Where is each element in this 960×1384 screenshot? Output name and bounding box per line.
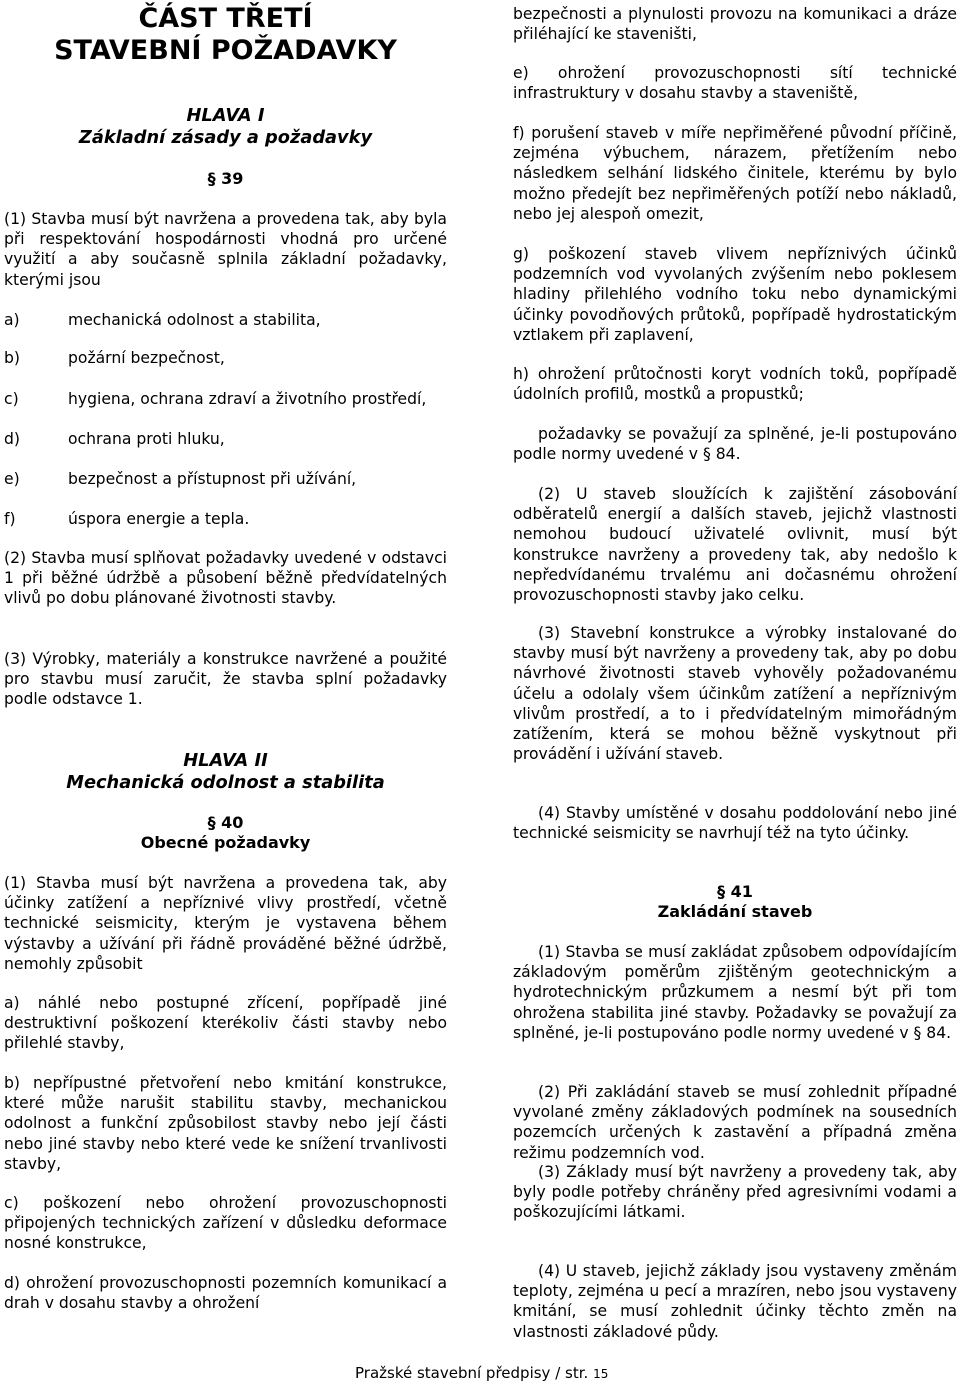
paragraph: (1) Stavba musí být navržena a provedena tak, aby účinky zatížení a nepříznivé vlivy prostředí, včetně technické seismicity, kterým je vystavena během výstavby a užívání při řádně prováděné běžné údržbě, nemohly způsobit: [4, 874, 447, 973]
list-item: [4, 509, 447, 529]
paragraph: (1) Stavba se musí zakládat způsobem odpovídajícím základovým poměrům zjištěným geotechnickým a hydrotechnickým průzkumem a nesmí být při tom ohrožena stabilita jiné stavby. Požadavky se považují za splněné, je-li postupováno podle normy uvedené v § 84.: [513, 943, 957, 1042]
paragraph: (2) Při zakládání staveb se musí zohlednit případné vyvolané změny základových podmínek na sousedních pozemcích určených k zastavění a případná změna režimu podzemních vod.: [513, 1083, 957, 1162]
paragraph: (1) Stavba musí být navržena a provedena tak, aby byla při respektování hospodárnosti vhodná pro určené využití a aby současně splnila základní požadavky, kterými jsou: [4, 210, 447, 289]
paragraph: (3) Stavební konstrukce a výrobky instalované do stavby musí být navrženy a provedeny tak, aby po dobu návrhové životnosti staveb vyhověly požadovanému účelu a odolaly všem účinkům zatížení a nepříznivým vlivům prostředí, a to i předvídatelným mimořádným zatížením, která se mohou běžně vyskytnout při provádění i užívání staveb.: [513, 624, 957, 764]
list-item: [4, 429, 447, 449]
paragraph: f) porušení staveb v míře nepřiměřené původní příčině, zejména výbuchem, nárazem, přetížením nebo následkem selhání lidského činitele, kterému by bylo možno předejít bez nepřiměřených potíží nebo nákladů, nebo jej alespoň omezit,: [513, 124, 957, 223]
paragraph: g) poškození staveb vlivem nepříznivých účinků podzemních vod vyvolaných zvýšením nebo poklesem hladiny přilehlého vodního toku nebo dynamickými účinky povodňových průtoků, popřípadě hydrostatickým vztlakem při zaplavení,: [513, 245, 957, 344]
paragraph: e) ohrožení provozuschopnosti sítí technické infrastruktury v dosahu stavby a staveniště,: [513, 64, 957, 103]
section-number: § 39: [207, 169, 244, 188]
page-number: 15: [593, 1367, 609, 1381]
list-item-text: požární bezpečnost,: [68, 349, 225, 367]
list-item-label: b): [4, 349, 20, 367]
paragraph: (4) U staveb, jejichž základy jsou vystaveny změnám teploty, zejména u pecí a mrazíren, nebo jsou vystaveny kmitání, se musí zohlednit účinky těchto změn na vlastnosti základové půdy.: [513, 1262, 957, 1341]
paragraph: c) poškození nebo ohrožení provozuschopnosti připojených technických zařízení v důsledku deformace nosné konstrukce,: [4, 1194, 447, 1253]
chapter-title: Mechanická odolnost a stabilita: [66, 772, 385, 793]
list-item: [4, 310, 447, 330]
section-number: § 41: [717, 882, 753, 901]
section-heading: Zakládání staveb: [657, 902, 813, 921]
left-column: [4, 0, 447, 1384]
part-title-line1: ČÁST TŘETÍ: [138, 3, 313, 34]
paragraph: bezpečnosti a plynulosti provozu na komunikaci a dráze přiléhající ke staveništi,: [513, 5, 957, 44]
list-item-text: úspora energie a tepla.: [68, 510, 250, 528]
chapter-title: Základní zásady a požadavky: [78, 127, 373, 148]
chapter-label: HLAVA II: [183, 750, 268, 771]
list-item-text: mechanická odolnost a stabilita,: [68, 311, 321, 329]
paragraph: (2) Stavba musí splňovat požadavky uvedené v odstavci 1 při běžné údržbě a působení běžně předvídatelných vlivů po dobu plánované životnosti stavby.: [4, 549, 447, 608]
right-column: [513, 0, 957, 1384]
list-item: [4, 469, 447, 489]
list-item: [4, 348, 447, 368]
list-item-label: e): [4, 470, 20, 488]
chapter-label: HLAVA I: [186, 105, 265, 126]
list-item-text: ochrana proti hluku,: [68, 430, 225, 448]
list-item-text: bezpečnost a přístupnost při užívání,: [68, 470, 357, 488]
list-item-label: a): [4, 311, 20, 329]
section-heading: Obecné požadavky: [140, 833, 311, 852]
list-item-text: hygiena, ochrana zdraví a životního prostředí,: [68, 390, 427, 408]
footer-text: Pražské stavební předpisy / str.: [355, 1364, 589, 1382]
list-item: [4, 389, 447, 409]
list-item-label: f): [4, 510, 16, 528]
paragraph: (2) U staveb sloužících k zajištění zásobování odběratelů energií a dalších staveb, jejichž vlastnosti nemohou budoucí uživatelé ovlivnit, musí být konstrukce navrženy a provedeny tak, aby nedošlo k nepředvídanému trvalému ani dočasnému ohrožení provozuschopnosti stavby jako celku.: [513, 485, 957, 605]
list-item-label: c): [4, 390, 19, 408]
paragraph: b) nepřípustné přetvoření nebo kmitání konstrukce, které může narušit stabilitu stavby, mechanickou odolnost a funkční způsobilost stavby nebo její části nebo jiné stavby nebo které vede ke snížení trvanlivosti stavby,: [4, 1074, 447, 1173]
paragraph: (4) Stavby umístěné v dosahu poddolování nebo jiné technické seismicity se navrhují též na tyto účinky.: [513, 804, 957, 843]
paragraph: a) náhlé nebo postupné zřícení, popřípadě jiné destruktivní poškození kterékoliv části stavby nebo přilehlé stavby,: [4, 994, 447, 1053]
section-number: § 40: [207, 813, 244, 832]
paragraph: (3) Základy musí být navrženy a provedeny tak, aby byly podle potřeby chráněny před agresivními vodami a poškozujícími látkami.: [513, 1163, 957, 1222]
paragraph: požadavky se považují za splněné, je-li postupováno podle normy uvedené v § 84.: [513, 425, 957, 464]
paragraph: h) ohrožení průtočnosti koryt vodních toků, popřípadě údolních profilů, mostků a propustků;: [513, 365, 957, 404]
paragraph: d) ohrožení provozuschopnosti pozemních komunikací a drah v dosahu stavby a ohrožení: [4, 1274, 447, 1313]
page-footer: [355, 1364, 608, 1382]
paragraph: (3) Výrobky, materiály a konstrukce navržené a použité pro stavbu musí zaručit, že stavba splní požadavky podle odstavce 1.: [4, 650, 447, 709]
part-title-line2: STAVEBNÍ POŽADAVKY: [54, 35, 397, 66]
list-item-label: d): [4, 430, 20, 448]
